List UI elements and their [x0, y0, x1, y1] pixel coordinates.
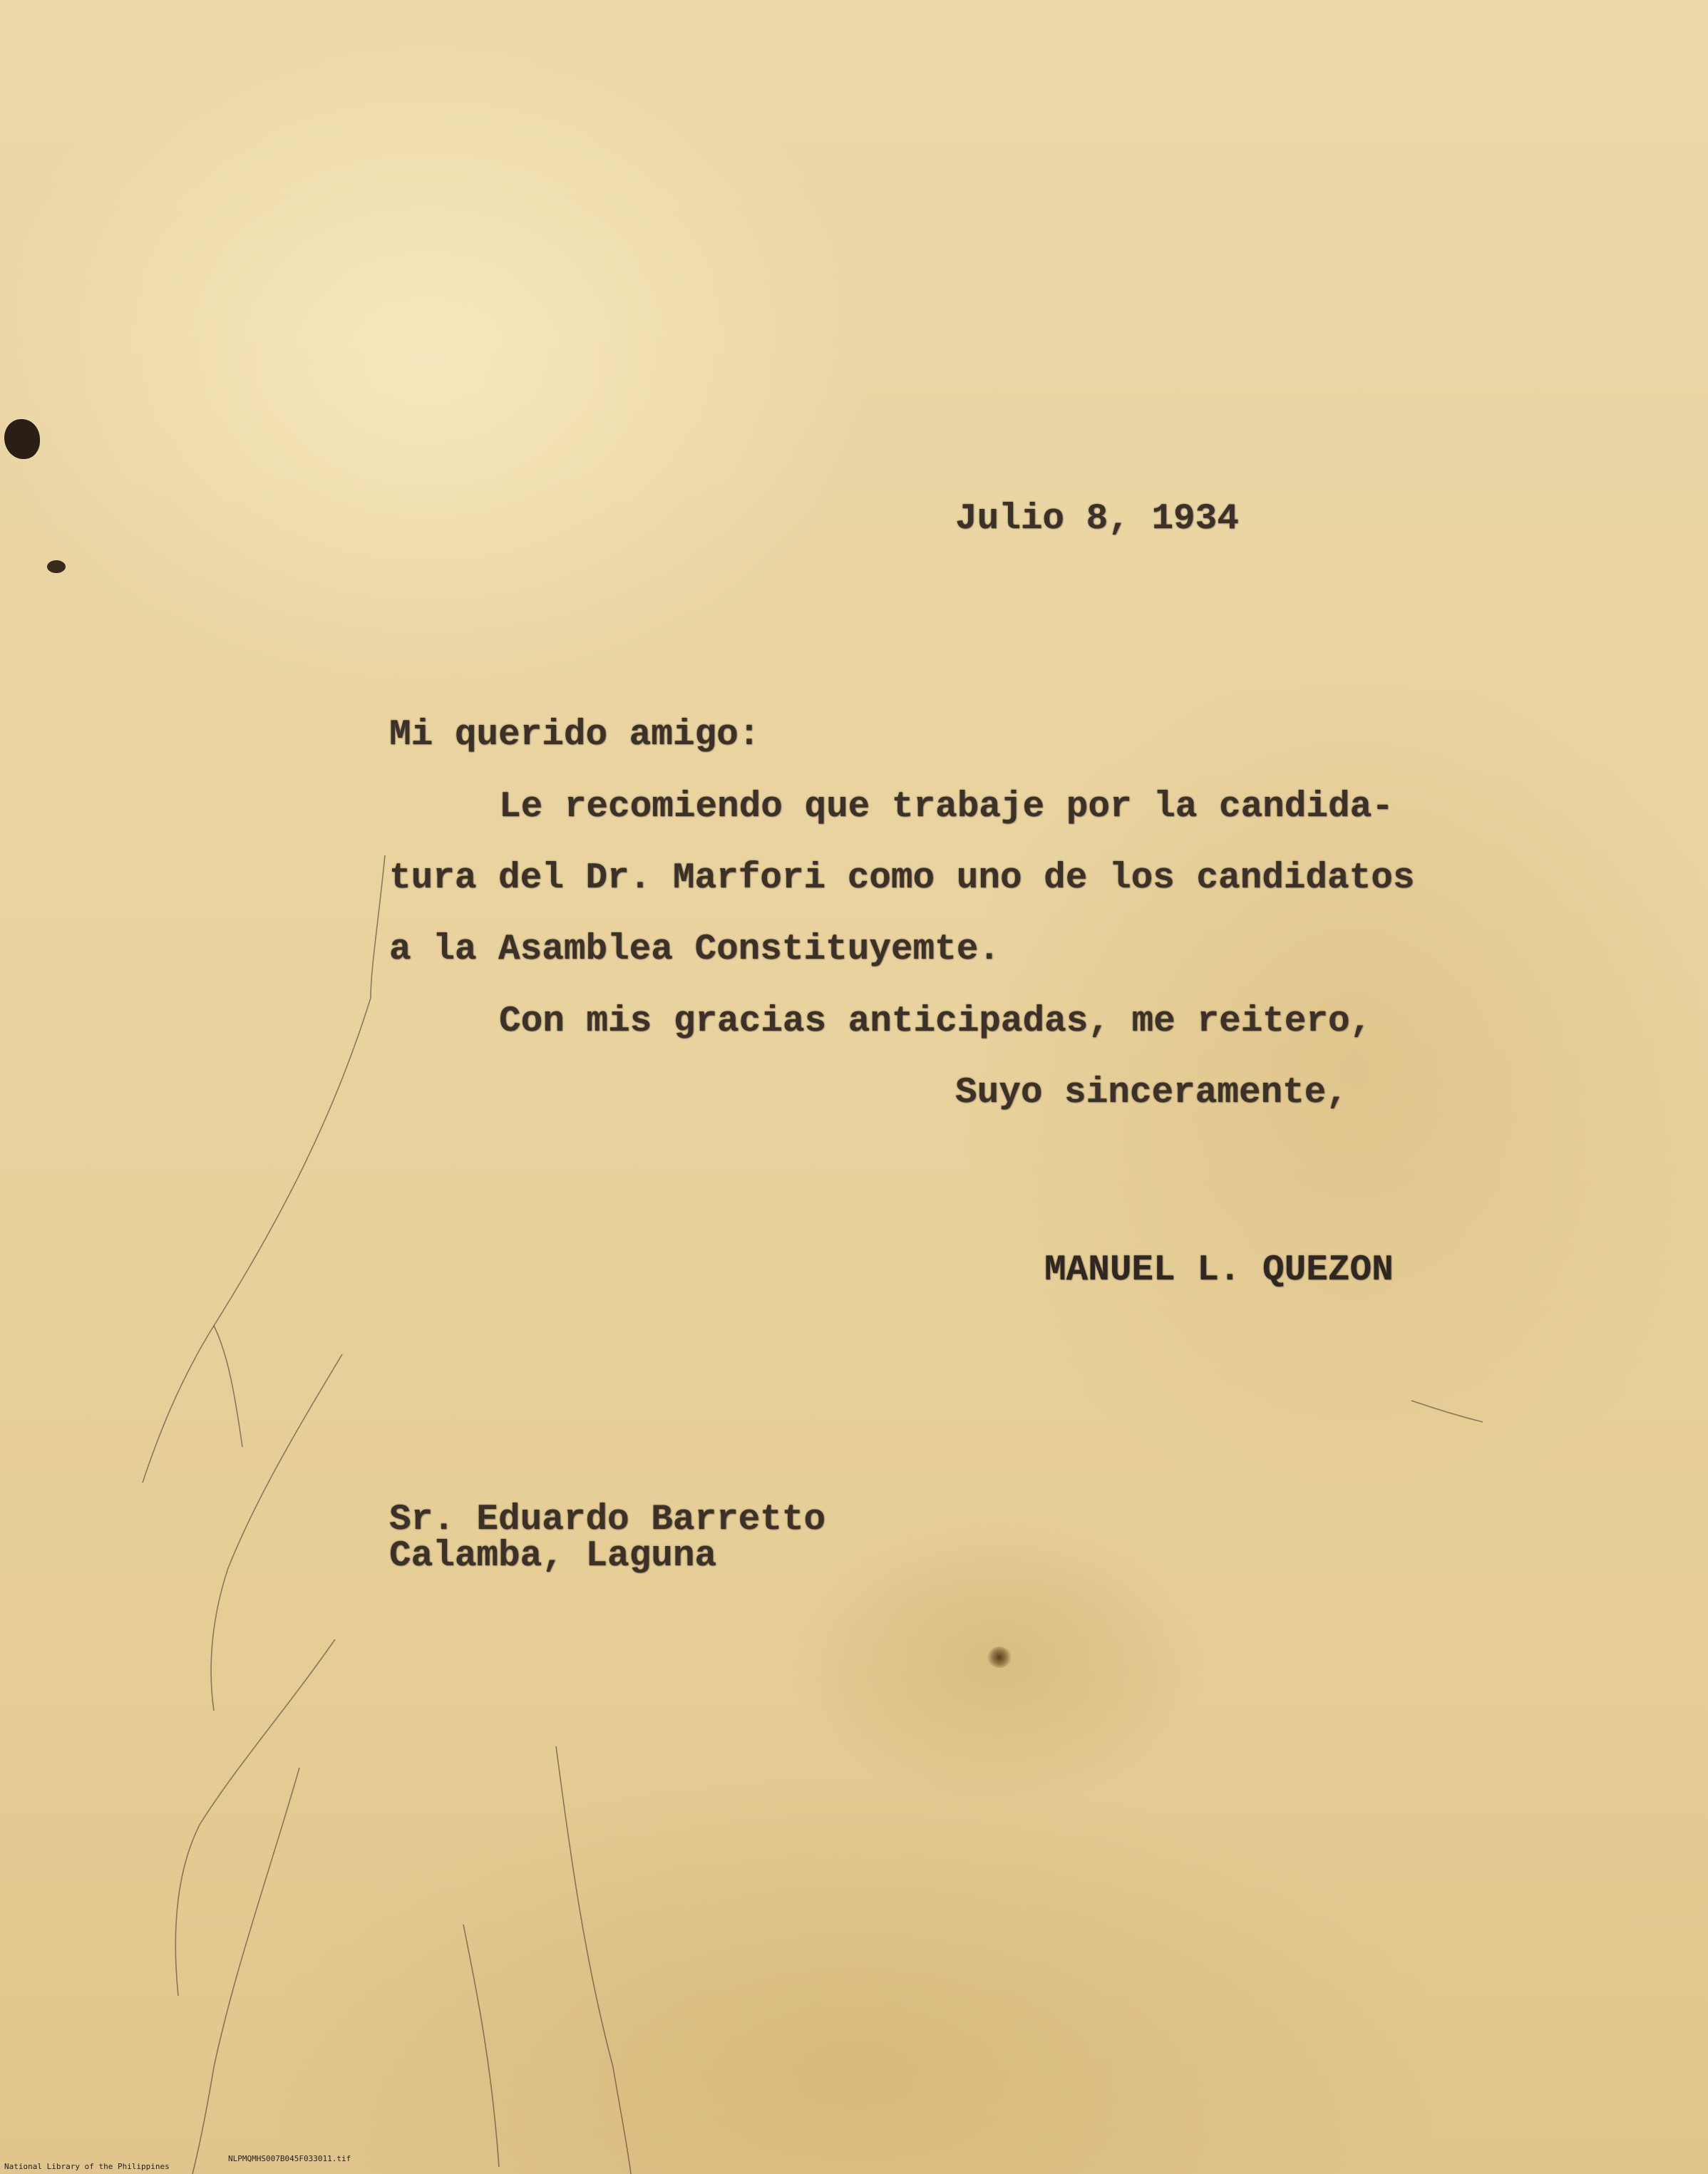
recipient-address: Calamba, Laguna	[389, 1536, 717, 1577]
letter-date: Julio 8, 1934	[955, 499, 1239, 540]
body-line-1: Le recomiendo que trabaje por la candida-	[499, 787, 1394, 828]
body-line-3: a la Asamblea Constituyemte.	[389, 929, 1000, 970]
body-line-4: Con mis gracias anticipadas, me reitero,	[499, 1001, 1372, 1042]
letter-closing: Suyo sinceramente,	[955, 1073, 1348, 1113]
letter-salutation: Mi querido amigo:	[389, 715, 761, 756]
body-line-2: tura del Dr. Marfori como uno de los candidatos	[389, 858, 1415, 899]
recipient-name: Sr. Eduardo Barretto	[389, 1500, 826, 1540]
footer-file-id: NLPMQMHS007B045F033011.tif	[228, 2154, 351, 2163]
footer-library: National Library of the Philippines	[4, 2162, 170, 2171]
signature-name: MANUEL L. QUEZON	[1044, 1250, 1394, 1291]
